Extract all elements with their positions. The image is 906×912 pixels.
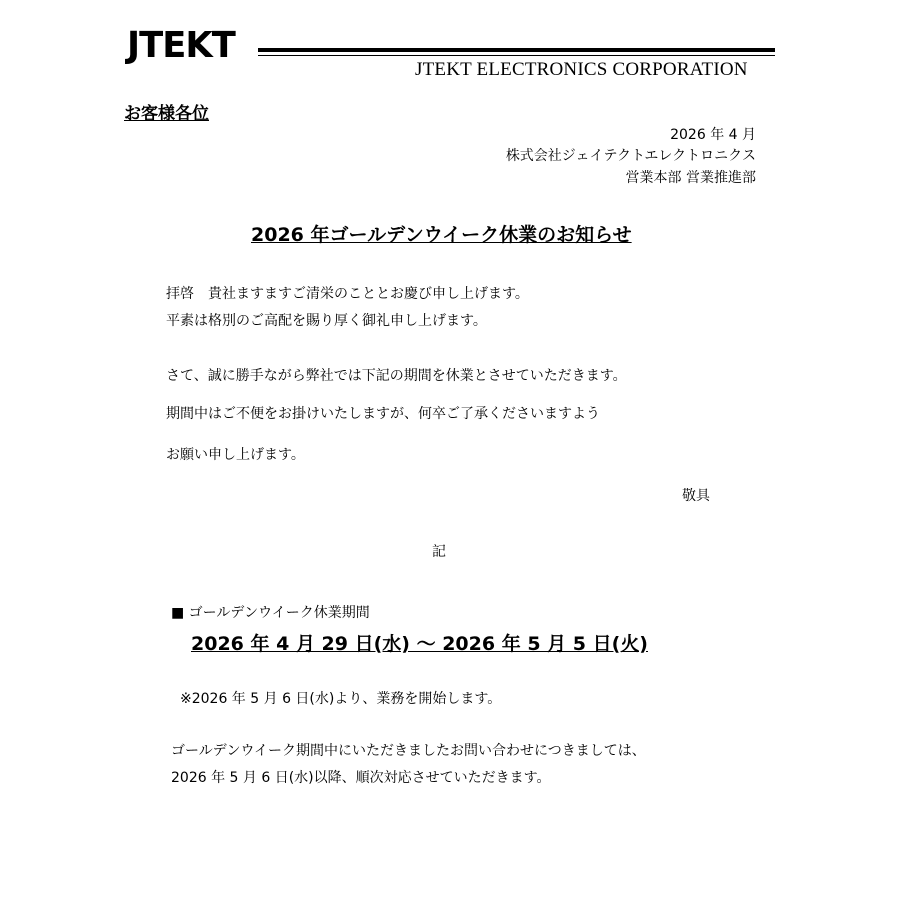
company-name-en: JTEKT ELECTRONICS CORPORATION <box>415 59 748 80</box>
header-rule-thick <box>258 48 775 52</box>
closing-keigu: 敬具 <box>682 488 710 504</box>
greeting-line-1: 拝啓 貴社ますますご清栄のこととお慶び申し上げます。 <box>166 286 529 302</box>
notice-title: 2026 年ゴールデンウイーク休業のお知らせ <box>251 224 632 246</box>
body-line-1: さて、誠に勝手ながら弊社では下記の期間を休業とさせていただきます。 <box>166 368 627 384</box>
holiday-period-label: ■ ゴールデンウイーク休業期間 <box>171 605 370 621</box>
inquiry-line-1: ゴールデンウイーク期間中にいただきましたお問い合わせにつきましては、 <box>171 743 646 759</box>
issuer-department: 営業本部 営業推進部 <box>625 170 756 186</box>
body-line-2: 期間中はご不便をお掛けいたしますが、何卒ご了承くださいますよう <box>166 406 600 422</box>
holiday-period-dates: 2026 年 4 月 29 日(水) ～ 2026 年 5 月 5 日(火) <box>191 633 648 655</box>
header-rule-thin <box>258 55 775 56</box>
body-line-3: お願い申し上げます。 <box>166 447 305 463</box>
salutation: お客様各位 <box>124 104 209 124</box>
resume-note: ※2026 年 5 月 6 日(水)より、業務を開始します。 <box>180 691 502 707</box>
issuer-company: 株式会社ジェイテクトエレクトロニクス <box>505 148 756 164</box>
issue-date: 2026 年 4 月 <box>670 127 756 143</box>
ki-heading: 記 <box>432 544 446 560</box>
inquiry-line-2: 2026 年 5 月 6 日(水)以降、順次対応させていただきます。 <box>171 770 551 786</box>
greeting-line-2: 平素は格別のご高配を賜り厚く御礼申し上げます。 <box>166 313 487 329</box>
company-logo: JTEKT <box>127 25 235 66</box>
